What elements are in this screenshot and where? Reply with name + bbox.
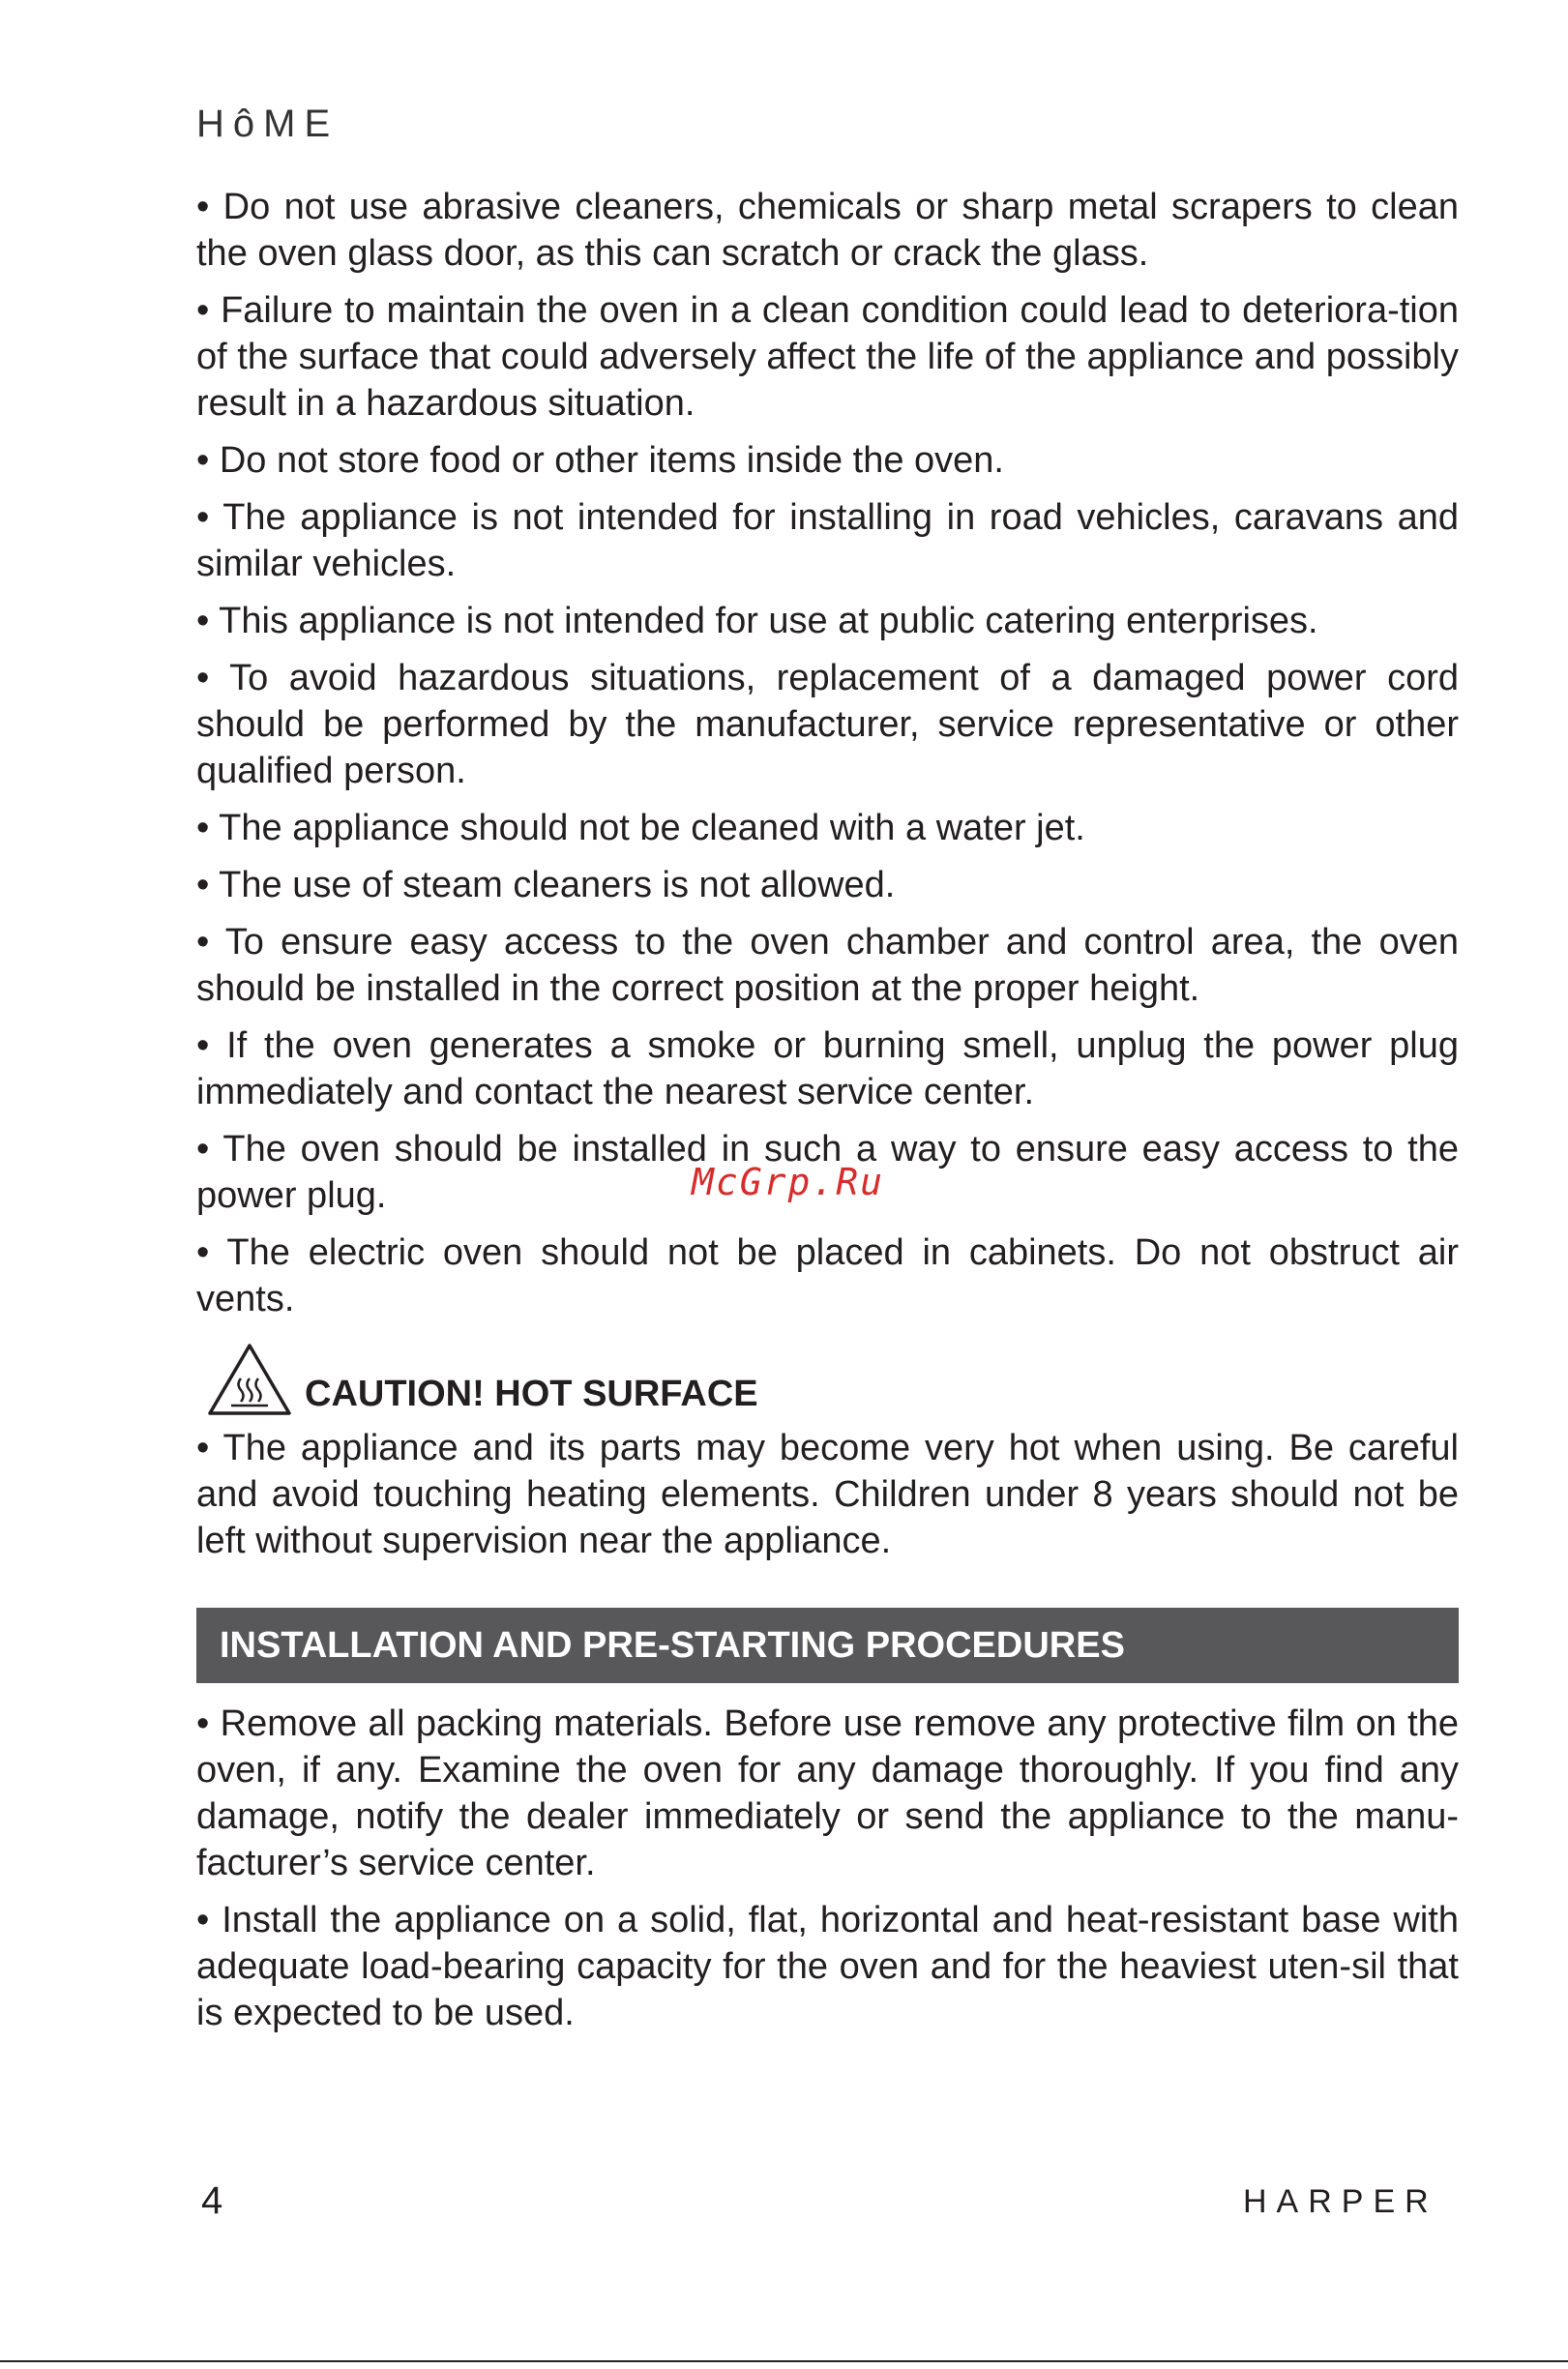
paragraph-hot-surface: • The appliance and its parts may become very hot when using. Be careful and avoid touching heating elements. Children under 8 years should not be left without supervision near the appliance. <box>196 1428 1459 1561</box>
hot-surface-warning-icon <box>206 1342 293 1417</box>
harper-brand-text: HARPER <box>1243 2184 1438 2217</box>
paragraph-install-base: • Install the appliance on a solid, flat, horizontal and heat-resistant base with adequate load-bearing capacity for the oven and for the heaviest uten-sil that is expected to be used. <box>196 1900 1459 2033</box>
watermark-text: McGrp.Ru <box>692 1161 885 1203</box>
paragraph-public-catering: • This appliance is not intended for use at public catering enterprises. <box>196 601 1318 641</box>
paragraph-power-cord: • To avoid hazardous situations, replacement of a damaged power cord should be performed by the manufacturer, service representative or other qualified person. <box>196 658 1459 791</box>
page-number: 4 <box>201 2179 223 2222</box>
paragraph-road-vehicles: • The appliance is not intended for installing in road vehicles, caravans and similar vehicles. <box>196 497 1459 584</box>
content-area <box>196 184 1459 2047</box>
paragraph-power-plug: • The oven should be installed in such a way to ensure easy access to the power plug. <box>196 1129 1459 1216</box>
paragraph-abrasive-cleaners: • Do not use abrasive cleaners, chemicals or sharp metal scrapers to clean the oven glass door, as this can scratch or crack the glass. <box>196 187 1459 274</box>
paragraph-cabinets: • The electric oven should not be placed in cabinets. Do not obstruct air vents. <box>196 1232 1459 1319</box>
section-title-bar: INSTALLATION AND PRE-STARTING PROCEDURES <box>196 1608 1459 1683</box>
bottom-rule <box>0 2360 1568 2362</box>
paragraph-maintenance: • Failure to maintain the oven in a clean condition could lead to deteriora-tion of the surface that could adversely affect the life of the appliance and possibly result in a hazardous situation. <box>196 290 1459 424</box>
paragraph-store-food: • Do not store food or other items inside the oven. <box>196 440 1004 481</box>
paragraph-water-jet: • The appliance should not be cleaned with a water jet. <box>196 808 1085 848</box>
caution-heading <box>196 1342 1459 1417</box>
page-header-home: HôME <box>196 103 340 145</box>
paragraph-steam-cleaners: • The use of steam cleaners is not allowed. <box>196 865 896 905</box>
harper-brand-logo <box>1243 2184 1460 2217</box>
caution-title: CAUTION! HOT SURFACE <box>305 1374 758 1414</box>
paragraph-packing-materials: • Remove all packing materials. Before use remove any protective film on the oven, if any. Examine the oven for any damage thoroughly. If you find any damage, notify the dealer immediately or send the appliance to the manu-facturer’s service center. <box>196 1703 1459 1883</box>
paragraph-easy-access: • To ensure easy access to the oven chamber and control area, the oven should be installed in the correct position at the proper height. <box>196 922 1459 1009</box>
paragraph-smoke-smell: • If the oven generates a smoke or burning smell, unplug the power plug immediately and contact the nearest service center. <box>196 1025 1459 1112</box>
